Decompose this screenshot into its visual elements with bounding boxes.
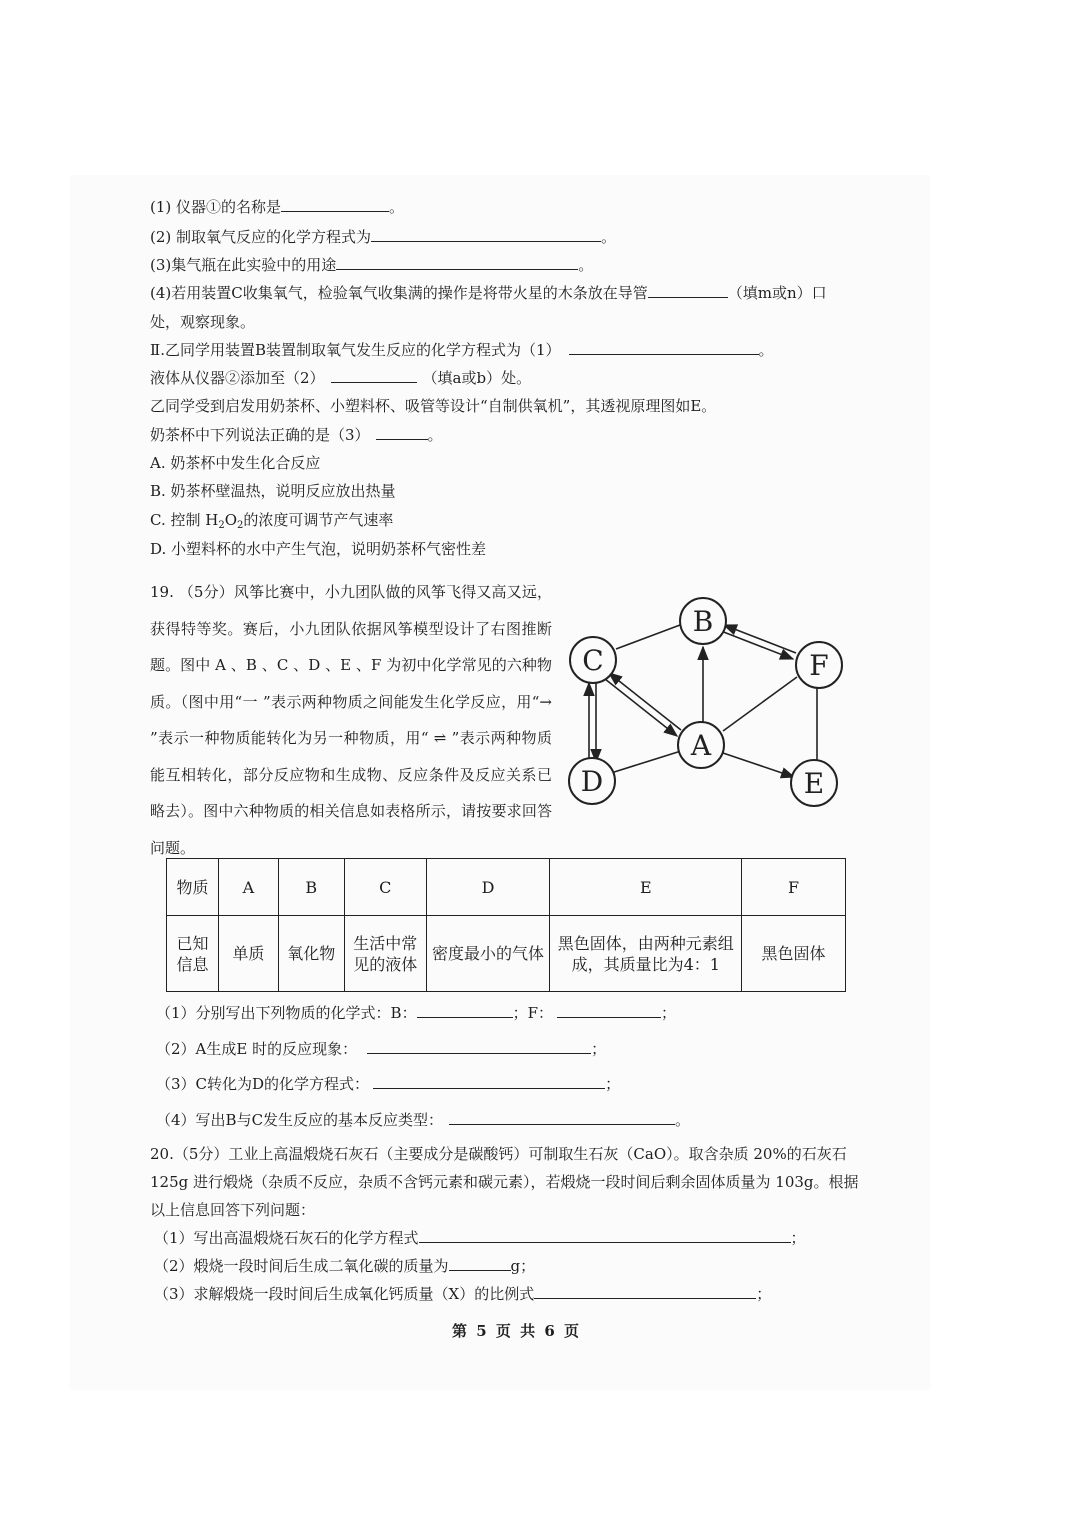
node-e-label: E [803, 767, 825, 800]
punct: ； [756, 1285, 772, 1303]
edge-c-b [616, 625, 680, 649]
substance-info-table [166, 858, 846, 992]
question-2-text: (2) 制取氧气反应的化学方程式为 [150, 228, 372, 246]
answer-blank[interactable] [417, 1003, 513, 1018]
q19-sub-1-text: ；F： [512, 1004, 553, 1022]
punct: 。 [578, 256, 594, 274]
punct: ； [591, 1040, 607, 1058]
node-b-label: B [692, 605, 714, 638]
answer-blank[interactable] [367, 1039, 591, 1054]
edge-c-a-2 [605, 679, 677, 736]
edge-c-a-1 [609, 673, 681, 730]
answer-blank[interactable] [281, 197, 389, 212]
table-cell: 密度最小的气体 [426, 916, 550, 992]
punct: 。 [427, 426, 443, 444]
table-header-cell: C [344, 859, 426, 916]
question-4-line [150, 283, 827, 303]
subscript: 2 [237, 520, 244, 531]
kite-inference-diagram [555, 585, 855, 810]
punct: ； [605, 1075, 621, 1093]
table-cell: 单质 [218, 916, 278, 992]
punct: （填a或b）处。 [422, 369, 532, 387]
q20-line-3: 以上信息回答下列问题： [150, 1201, 316, 1219]
answer-blank[interactable] [331, 368, 417, 383]
question-3-line [150, 255, 593, 275]
node-f-label: F [809, 649, 829, 682]
punct: 。 [601, 228, 617, 246]
table-cell: 黑色固体 [742, 916, 846, 992]
table-cell: 黑色固体，由两种元素组成，其质量比为4：1 [550, 916, 742, 992]
table-header-cell: B [278, 859, 344, 916]
punct: ； [661, 1004, 677, 1022]
option-c-text: O [224, 511, 238, 529]
table-header-cell: D [426, 859, 550, 916]
question-2-line [150, 227, 616, 247]
q20-sub-3 [154, 1284, 771, 1304]
table-header-row [167, 859, 846, 916]
option-a: A. 奶茶杯中发生化合反应 [150, 454, 321, 472]
q20-sub-3-text: （3）求解煅烧一段时间后生成氧化钙质量（X）的比例式 [154, 1285, 535, 1303]
answer-blank[interactable] [449, 1110, 675, 1125]
table-row [167, 916, 846, 992]
q19-sub-1-text: （1）分别写出下列物质的化学式：B： [156, 1004, 417, 1022]
edge-b-f-1 [724, 625, 796, 653]
answer-blank[interactable] [449, 1256, 511, 1271]
answer-blank[interactable] [648, 283, 728, 298]
edge-a-to-e [723, 753, 794, 777]
edge-d-a [611, 751, 681, 773]
answer-blank[interactable] [336, 255, 578, 270]
part-ii-text: 液体从仪器②添加至（2） [150, 369, 325, 387]
option-c [150, 510, 393, 536]
punct: 。 [389, 198, 405, 216]
q19-sub-1 [156, 1003, 676, 1023]
part-ii-line-4 [150, 425, 443, 445]
table-cell: 生活中常见的液体 [344, 916, 426, 992]
part-ii-text: 奶茶杯中下列说法正确的是（3） [150, 426, 370, 444]
part-ii-line-2 [150, 368, 531, 388]
q20-line-2: 125g 进行煅烧（杂质不反应，杂质不含钙元素和碳元素），若煅烧一段时间后剩余固体质量为 103g。根据 [150, 1173, 859, 1191]
punct: g； [510, 1257, 536, 1275]
punct: 。 [758, 341, 774, 359]
table-cell: 已知信息 [167, 916, 219, 992]
answer-blank[interactable] [557, 1003, 661, 1018]
edge-b-f-2 [721, 631, 793, 659]
answer-blank[interactable] [373, 1074, 605, 1089]
node-c-label: C [582, 644, 604, 677]
question-1-text: (1) 仪器①的名称是 [150, 198, 282, 216]
option-d: D. 小塑料杯的水中产生气泡，说明奶茶杯气密性差 [150, 540, 487, 558]
table-header-cell: 物质 [167, 859, 219, 916]
q20-sub-1-text: （1）写出高温煅烧石灰石的化学方程式 [154, 1229, 419, 1247]
answer-blank[interactable] [376, 425, 428, 440]
part-ii-text: Ⅱ.乙同学用装置B装置制取氧气发生反应的化学方程式为（1） [150, 341, 561, 359]
table-header-cell: F [742, 859, 846, 916]
answer-blank[interactable] [419, 1228, 791, 1243]
question-3-text: (3)集气瓶在此实验中的用途 [150, 256, 337, 274]
table-cell: 氧化物 [278, 916, 344, 992]
q19-sub-4-text: （4）写出B与C发生反应的基本反应类型： [156, 1111, 444, 1129]
q19-sub-4 [156, 1110, 690, 1130]
node-d-label: D [580, 765, 604, 798]
answer-blank[interactable] [569, 340, 759, 355]
q20-sub-1 [154, 1228, 806, 1248]
question-4-text: (4)若用装置C收集氧气，检验氧气收集满的操作是将带火星的木条放在导管 [150, 284, 648, 302]
page-footer: 第 5 页 共 6 页 [452, 1322, 581, 1340]
table-header-cell: E [550, 859, 742, 916]
part-ii-line-3: 乙同学受到启发用奶茶杯、小塑料杯、吸管等设计“自制供氧机”，其透视原理图如E。 [150, 397, 717, 415]
q19-sub-3-text: （3）C转化为D的化学方程式： [156, 1075, 370, 1093]
part-ii-line-1 [150, 340, 774, 360]
question-19-intro: 19. （5分）风筝比赛中，小九团队做的风筝飞得又高又远，获得特等奖。赛后，小九团队依据风筝模型设计了右图推断题。图中 A 、B 、C 、D 、E 、F 为初中化学常见的六种物质。（图中用“一 ”表示两种物质之间能发生化学反应，用“→ ”表示一种物质能转化为另一种物质，用“ ⇌ ”表示两种物质能互相转化，部分反应物和生成物、反应条件及反应关系已略去）。图中六种物质的相关信息如表格所示，请按要求回答问题。 [150, 583, 552, 857]
option-c-text: C. 控制 H [150, 511, 219, 529]
question-4-continued: 处，观察现象。 [150, 313, 256, 331]
q20-line-1: 20.（5分）工业上高温煅烧石灰石（主要成分是碳酸钙）可制取生石灰（CaO）。取含杂质 20%的石灰石 [150, 1145, 847, 1163]
option-c-text: 的浓度可调节产气速率 [243, 511, 394, 529]
punct: ； [790, 1229, 806, 1247]
option-b: B. 奶茶杯壁温热，说明反应放出热量 [150, 482, 396, 500]
punct: （填m或n）口 [727, 284, 827, 302]
question-1-line [150, 197, 404, 217]
subscript: 2 [218, 520, 225, 531]
node-a-label: A [690, 729, 712, 762]
q20-sub-2-text: （2）煅烧一段时间后生成二氧化碳的质量为 [154, 1257, 449, 1275]
answer-blank[interactable] [534, 1284, 756, 1299]
q19-sub-2 [156, 1039, 606, 1059]
table-header-cell: A [218, 859, 278, 916]
q20-sub-2 [154, 1256, 535, 1276]
q19-sub-3 [156, 1074, 620, 1094]
edge-a-f [723, 677, 797, 731]
answer-blank[interactable] [371, 227, 601, 242]
q19-sub-2-text: （2）A生成E 时的反应现象： [156, 1040, 358, 1058]
punct: 。 [675, 1111, 691, 1129]
